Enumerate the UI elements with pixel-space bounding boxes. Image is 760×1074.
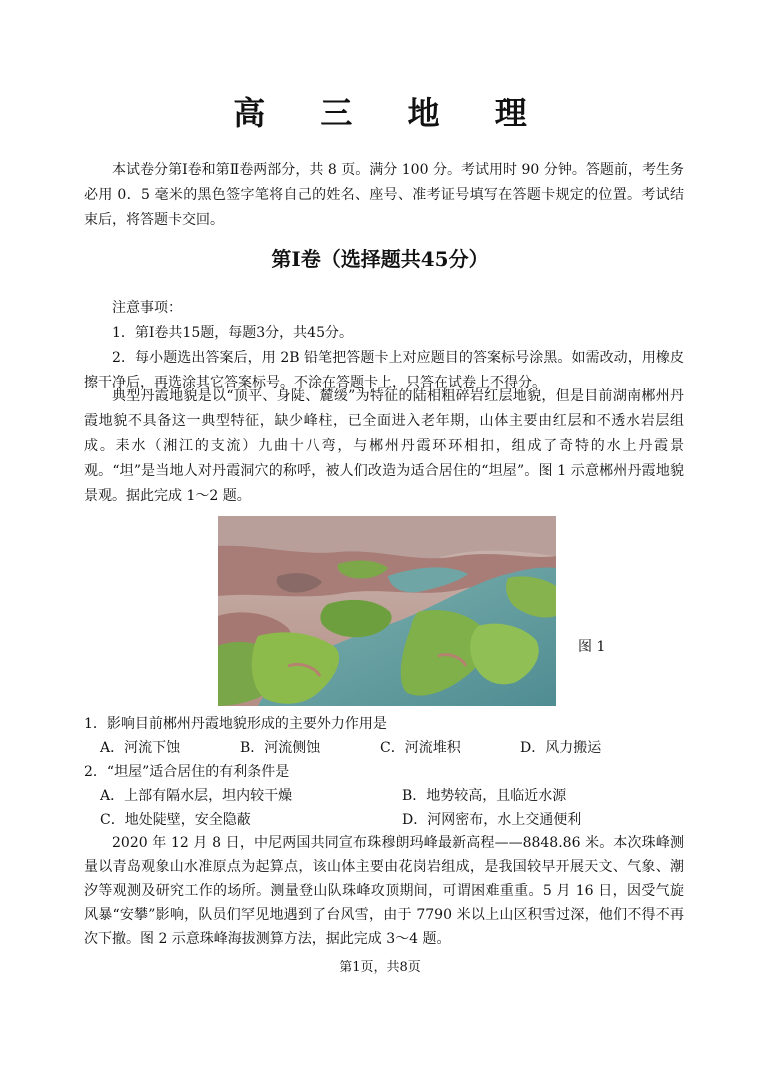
exam-instructions: 本试卷分第Ⅰ卷和第Ⅱ卷两部分，共 8 页。满分 100 分。考试用时 90 分钟。答题前，考生务必用 0．5 毫米的黑色签字笔将自己的姓名、座号、准考证号填写在答题卡规定的位置。考试结束后，将答题卡交回。: [84, 162, 684, 228]
figure-1-label: 图 1: [578, 639, 606, 655]
question-1-stem: 1．影响目前郴州丹霞地貌形成的主要外力作用是: [84, 716, 387, 732]
question-2-options-row-2: [84, 808, 704, 832]
section-title: 第Ⅰ卷（选择题共45分）: [271, 247, 489, 271]
question-1-options: [84, 736, 704, 760]
q2-option-d: D．河网密布，水上交通便利: [402, 812, 582, 828]
passage-danxia: 典型丹霞地貌是以“顶平、身陡、麓缓”为特征的陆相粗碎岩红层地貌，但是目前湖南郴州丹霞地貌不具备这一典型特征，缺少峰柱，已全面进入老年期，山体主要由红层和不透水岩层组成。耒水（湘江的支流）九曲十八弯，与郴州丹霞环环相扣，组成了奇特的水上丹霞景观。“坦”是当地人对丹霞洞穴的称呼，被人们改造为适合居住的“坦屋”。图 1 示意郴州丹霞地貌景观。据此完成 1～2 题。: [84, 388, 684, 504]
notice-heading: 注意事项：: [112, 300, 182, 316]
figure-1-danxia-photo: [218, 516, 556, 706]
question-2-options-row-1: [84, 784, 704, 808]
page-footer: 第1页，共8页: [339, 960, 421, 975]
exam-title: 高 三 地 理: [233, 94, 549, 132]
q1-option-c: C．河流堆积: [380, 740, 461, 756]
q1-option-d: D．风力搬运: [520, 740, 602, 756]
notice-item-1: 1．第Ⅰ卷共15题，每题3分，共45分。: [112, 325, 353, 341]
q2-option-b: B．地势较高，且临近水源: [402, 788, 567, 804]
q2-option-a: A．上部有隔水层，坦内较干燥: [100, 788, 293, 804]
passage-everest: 2020 年 12 月 8 日，中尼两国共同宣布珠穆朗玛峰最新高程——8848.86 米。本次珠峰测量以青岛观象山水准原点为起算点，该山体主要由花岗岩组成，是我国较早开展天文、气象、潮汐等观测及研究工作的场所。测量登山队珠峰攻顶期间，可谓困难重重。5 月 16 日，因受气旋风暴“安攀”影响，队员们罕见地遇到了台风雪，由于 7790 米以上山区积雪过深，他们不得不再次下撤。图 2 示意珠峰海拔测算方法，据此完成 3～4 题。: [84, 835, 684, 947]
q2-option-c: C．地处陡壁，安全隐蔽: [100, 812, 251, 828]
q1-option-a: A．河流下蚀: [100, 740, 181, 756]
notice-item-2: 2．每小题选出答案后，用 2B 铅笔把答题卡上对应题目的答案标号涂黑。如需改动，用橡皮擦干净后，再选涂其它答案标号。不涂在答题卡上，只答在试卷上不得分。: [84, 350, 684, 391]
question-1: [84, 712, 704, 760]
question-2-stem: 2．“坦屋”适合居住的有利条件是: [84, 764, 290, 780]
q1-option-b: B．河流侧蚀: [240, 740, 321, 756]
notice-block: [84, 296, 684, 396]
question-2: [84, 760, 704, 832]
